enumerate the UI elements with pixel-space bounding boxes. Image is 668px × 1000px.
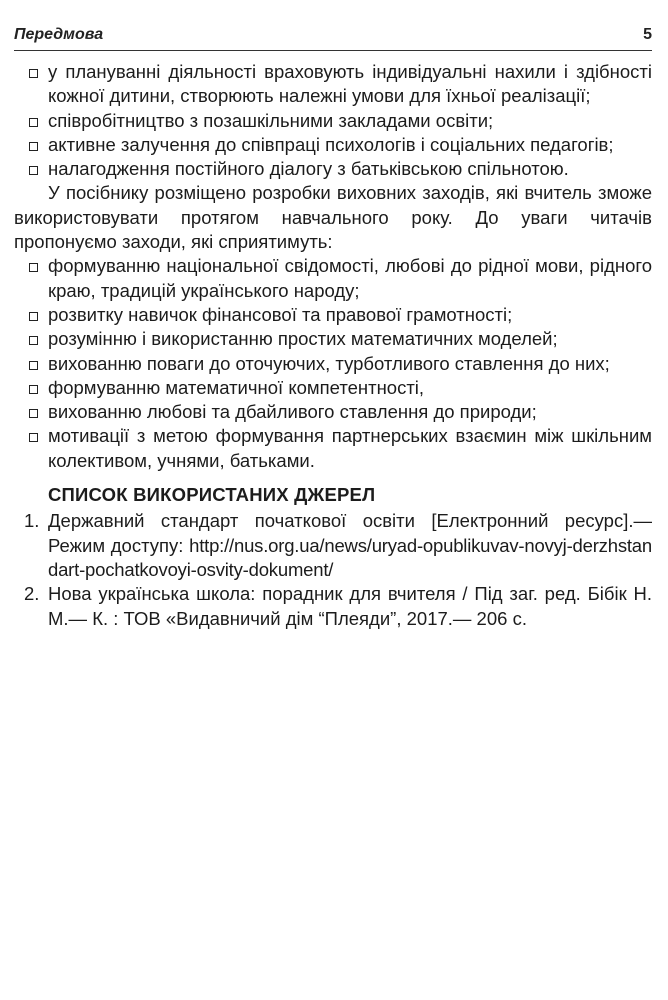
square-bullet-icon	[29, 118, 38, 127]
bullet-list-top	[14, 60, 652, 181]
reference-item	[14, 582, 652, 631]
square-bullet-icon	[29, 166, 38, 175]
list-item: формуванню математичної компетентності,	[14, 376, 652, 400]
square-bullet-icon	[29, 142, 38, 151]
reference-text: Державний стандарт початкової освіти [Електронний ресурс].— Режим доступу:	[48, 510, 652, 556]
list-item: розвитку навичок фінансової та правової грамотності;	[14, 303, 652, 327]
list-item: формуванню національної свідомості, любові до рідної мови, рідного краю, традицій українського народу;	[14, 254, 652, 303]
running-title: Передмова	[14, 26, 104, 43]
square-bullet-icon	[29, 336, 38, 345]
list-item: співробітництво з позашкільними закладами освіти;	[14, 109, 652, 133]
references-list	[14, 509, 652, 630]
references-heading: СПИСОК ВИКОРИСТАНИХ ДЖЕРЕЛ	[48, 484, 376, 506]
reference-number: 2.	[24, 583, 40, 605]
list-item: вихованню любові та дбайливого ставлення до природи;	[14, 400, 652, 424]
square-bullet-icon	[29, 361, 38, 370]
page-header	[14, 26, 652, 51]
square-bullet-icon	[29, 263, 38, 272]
page-number: 5	[643, 26, 652, 43]
intro-paragraph: У посібнику розміщено розробки виховних заходів, які вчитель зможе використовувати протягом навчального року. До уваги читачів пропонуємо заходи, які сприятимуть:	[14, 182, 652, 253]
list-item: активне залучення до співпраці психологів і соціальних педагогів;	[14, 133, 652, 157]
list-item: розумінню і використанню простих математичних моделей;	[14, 327, 652, 351]
list-item: мотивації з метою формування партнерських взаємин між шкільним колективом, учнями, батьками.	[14, 424, 652, 473]
reference-number: 1.	[24, 510, 40, 532]
list-item: у плануванні діяльності враховують індивідуальні нахили і здібності кожної дитини, створюють належні умови для їхньої реалізації;	[14, 60, 652, 109]
reference-text: Нова українська школа: порадник для вчителя / Під заг. ред. Бібік Н. М.— К. : ТОВ «Видавничий дім “Плеяди”, 2017.— 206 с.	[48, 583, 652, 629]
list-item: вихованню поваги до оточуючих, турботливого ставлення до них;	[14, 352, 652, 376]
page-content	[14, 60, 652, 631]
square-bullet-icon	[29, 409, 38, 418]
bullet-list-bottom	[14, 254, 652, 473]
square-bullet-icon	[29, 433, 38, 442]
reference-url: http://nus.org.ua/news/uryad-opublikuvav-novyj-derzhstandart-pochatkovoyi-osvity-dokument/	[48, 534, 652, 580]
square-bullet-icon	[29, 312, 38, 321]
square-bullet-icon	[29, 69, 38, 78]
list-item: налагодження постійного діалогу з батьківською спільнотою.	[14, 157, 652, 181]
square-bullet-icon	[29, 385, 38, 394]
reference-item	[14, 509, 652, 582]
